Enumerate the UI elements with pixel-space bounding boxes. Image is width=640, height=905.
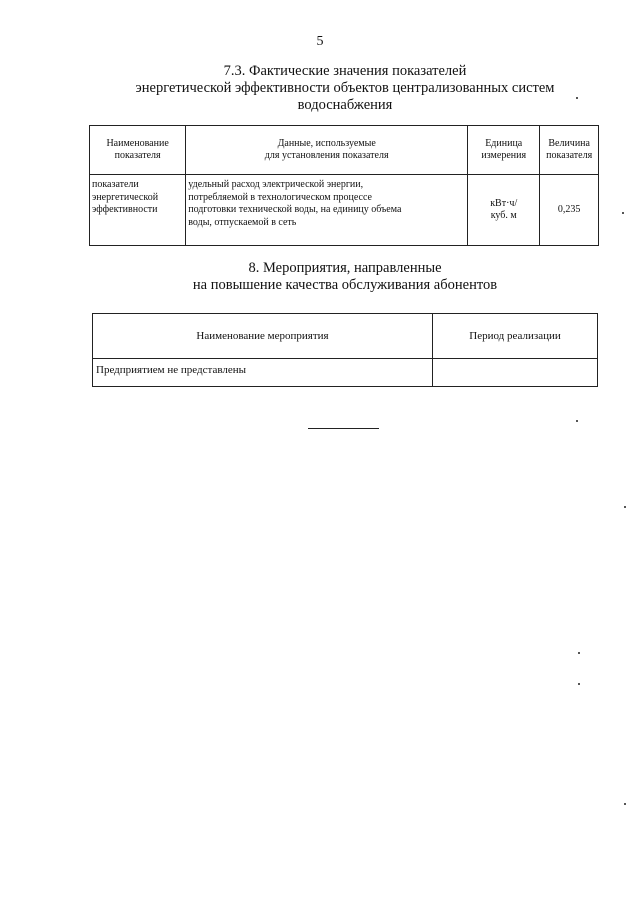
header-line: Единица bbox=[485, 137, 523, 149]
header-period: Период реализации bbox=[433, 314, 598, 359]
cell-line: показатели bbox=[92, 179, 139, 190]
measures-table bbox=[92, 313, 598, 387]
header-line: Величина bbox=[548, 137, 590, 149]
cell-line: воды, отпускаемой в сеть bbox=[188, 216, 297, 228]
section-7-3-title-line: 7.3. Фактические значения показателей bbox=[223, 63, 467, 79]
table-row bbox=[93, 359, 598, 387]
energy-efficiency-table bbox=[89, 125, 599, 246]
section-8-title-line: 8. Мероприятия, направленные bbox=[248, 260, 442, 276]
header-data-used bbox=[186, 126, 468, 175]
header-line: показателя bbox=[546, 150, 593, 161]
scan-speck bbox=[622, 212, 624, 214]
cell-line: удельный расход электрической энергии, bbox=[188, 179, 364, 190]
cell-line: кВт·ч/ bbox=[490, 197, 518, 209]
header-line: Наименование bbox=[106, 137, 169, 149]
section-8-title-line: на повышение качества обслуживания абонентов bbox=[192, 277, 498, 293]
header-indicator-name bbox=[90, 126, 186, 175]
header-line: измерения bbox=[481, 150, 527, 161]
section-7-3-title bbox=[60, 63, 630, 114]
scan-speck bbox=[578, 652, 580, 654]
cell-line: куб. м bbox=[490, 210, 517, 221]
header-value bbox=[540, 126, 599, 175]
cell-unit bbox=[468, 175, 540, 246]
end-separator-line bbox=[308, 428, 379, 429]
header-line: для установления показателя bbox=[264, 150, 389, 161]
table-header-row bbox=[93, 314, 598, 359]
section-7-3-title-line: водоснабжения bbox=[297, 97, 393, 113]
cell-data-used bbox=[186, 175, 468, 246]
cell-line: потребляемой в технологическом процессе bbox=[188, 191, 372, 203]
scan-speck bbox=[576, 97, 578, 99]
header-measure-name: Наименование мероприятия bbox=[93, 314, 433, 359]
section-8-title bbox=[60, 260, 630, 294]
table-row bbox=[90, 175, 599, 246]
scan-speck bbox=[624, 803, 626, 805]
cell-line: подготовки технической воды, на единицу объема bbox=[188, 204, 402, 215]
scan-speck bbox=[624, 506, 626, 508]
section-7-3-title-line: энергетической эффективности объектов централизованных систем bbox=[135, 80, 555, 96]
cell-line: эффективности bbox=[92, 204, 158, 215]
cell-period bbox=[433, 359, 598, 387]
cell-line: энергетической bbox=[92, 191, 159, 203]
cell-indicator-name bbox=[90, 175, 186, 246]
table-header-row bbox=[90, 126, 599, 175]
scan-speck bbox=[576, 420, 578, 422]
header-line: Данные, используемые bbox=[277, 137, 376, 149]
page-number: 5 bbox=[316, 34, 324, 49]
header-unit bbox=[468, 126, 540, 175]
header-line: показателя bbox=[114, 150, 161, 161]
scan-speck bbox=[578, 683, 580, 685]
cell-value: 0,235 bbox=[540, 175, 599, 246]
cell-measure-name: Предприятием не представлены bbox=[93, 359, 433, 387]
